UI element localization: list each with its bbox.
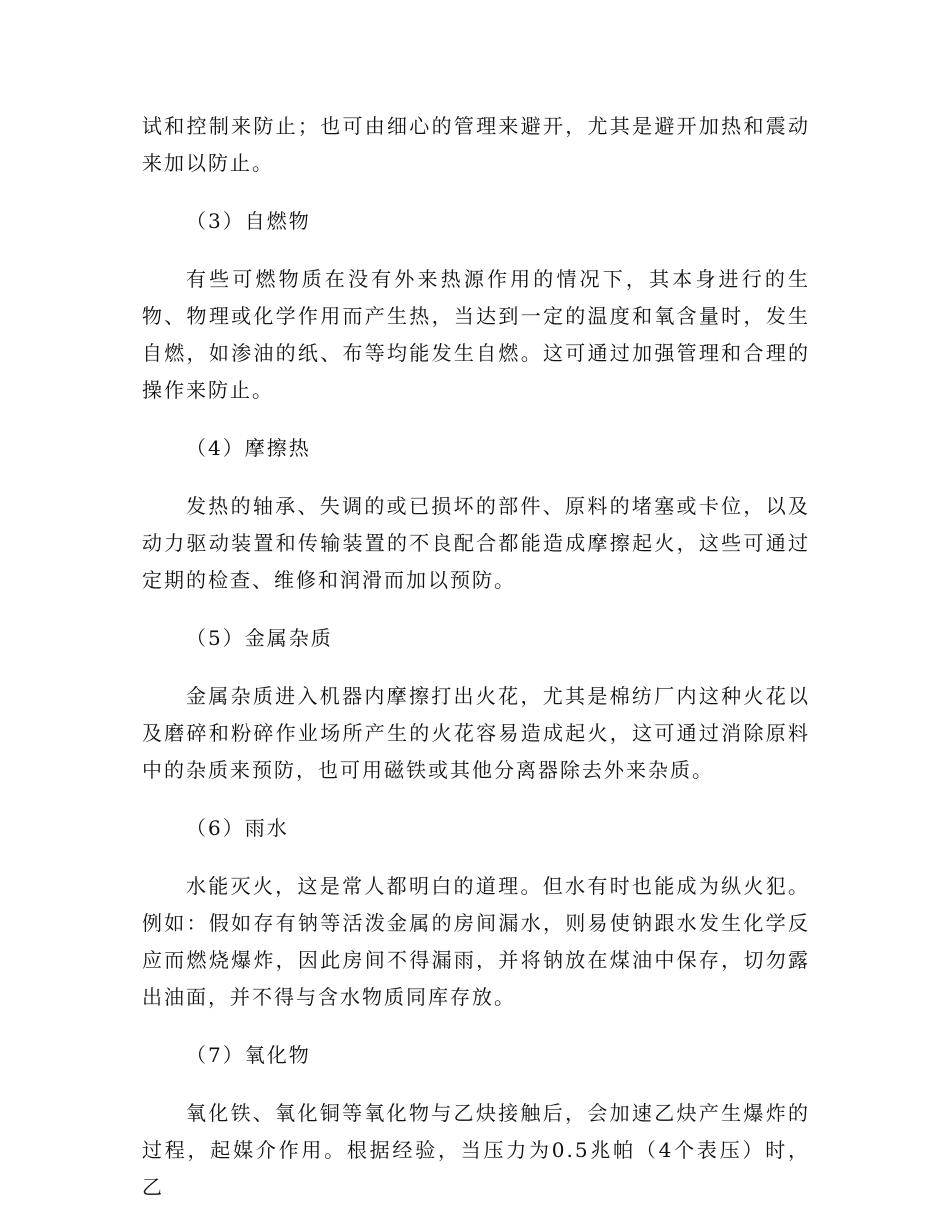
section-heading-self-ignition: （3）自燃物 (186, 209, 311, 233)
section-heading-friction-heat: （4）摩擦热 (186, 436, 311, 460)
paragraph-friction-heat: 发热的轴承、失调的或已损坏的部件、原料的堵塞或卡位，以及动力驱动装置和传输装置的不良配合都能造成摩擦起火，这些可通过定期的检查、维修和润滑而加以预防。 (142, 494, 810, 592)
paragraph-oxides: 氧化铁、氧化铜等氧化物与乙炔接触后，会加速乙炔产生爆炸的过程，起媒介作用。根据经验，当压力为0.5兆帕（4个表压）时，乙 (142, 1101, 810, 1199)
section-heading-oxides: （7）氧化物 (186, 1043, 311, 1067)
paragraph-metal-impurities: 金属杂质进入机器内摩擦打出火花，尤其是棉纺厂内这种火花以及磨碎和粉碎作业场所产生的火花容易造成起火，这可通过消除原料中的杂质来预防，也可用磁铁或其他分离器除去外来杂质。 (142, 684, 810, 782)
paragraph-continuation: 试和控制来防止；也可由细心的管理来避开，尤其是避开加热和震动来加以防止。 (142, 114, 810, 175)
document-body (142, 108, 810, 1206)
section-heading-rain-water: （6）雨水 (186, 816, 289, 840)
paragraph-self-ignition: 有些可燃物质在没有外来热源作用的情况下，其本身进行的生物、物理或化学作用而产生热，当达到一定的温度和氧含量时，发生自燃，如渗油的纸、布等均能发生自燃。这可通过加强管理和合理的操作来防止。 (142, 267, 810, 402)
paragraph-rain-water: 水能灭火，这是常人都明白的道理。但水有时也能成为纵火犯。例如：假如存有钠等活泼金属的房间漏水，则易使钠跟水发生化学反应而燃烧爆炸，因此房间不得漏雨，并将钠放在煤油中保存，切勿露出油面，并不得与含水物质同库存放。 (142, 874, 810, 1009)
section-heading-metal-impurities: （5）金属杂质 (186, 626, 333, 650)
